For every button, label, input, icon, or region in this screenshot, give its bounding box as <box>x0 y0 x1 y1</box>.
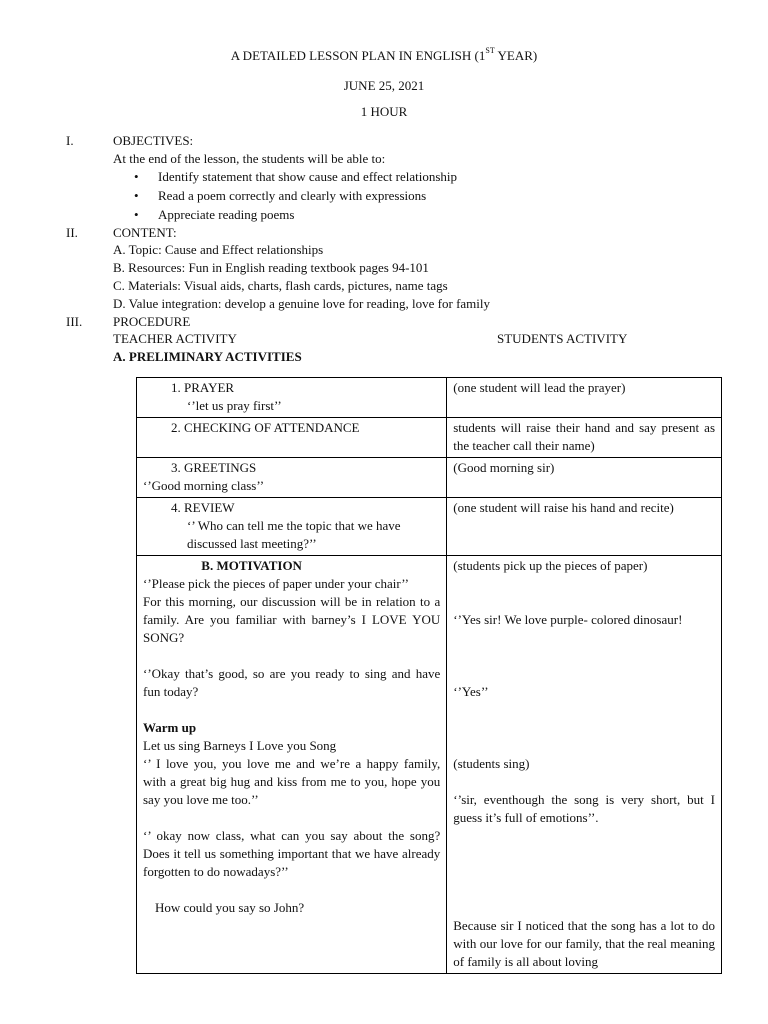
content-item: A. Topic: Cause and Effect relationships <box>113 242 324 257</box>
teacher-line: Let us sing Barneys I Love you Song <box>143 738 337 753</box>
bullet-icon: • <box>134 207 139 222</box>
student-response: ‘’sir, eventhough the song is very short, but I guess it’s full of emotions’’. <box>453 792 715 825</box>
bullet-icon: • <box>134 188 139 203</box>
song-lyrics: ‘’ I love you, you love me and we’re a happy family, with a great big hug and kiss from me to you, hope you say you love me too.’’ <box>143 756 441 807</box>
student-response: ‘’Yes sir! We love purple- colored dinosaur! <box>453 612 683 627</box>
table-row <box>137 498 722 556</box>
content-item: D. Value integration: develop a genuine love for reading, love for family <box>113 296 490 311</box>
student-response: (one student will lead the prayer) <box>453 380 626 395</box>
activity-line: ‘’ Who can tell me the topic that we have discussed last meeting?’’ <box>187 518 401 551</box>
activity-label: 3. GREETINGS <box>171 460 257 475</box>
table-row <box>137 378 722 418</box>
teacher-cell <box>137 498 447 556</box>
student-response: (one student will raise his hand and recite) <box>453 500 674 515</box>
objective-item: Identify statement that show cause and effect relationship <box>158 169 458 184</box>
student-cell <box>447 556 722 974</box>
table-row <box>137 418 722 458</box>
objective-item: Read a poem correctly and clearly with expressions <box>158 188 427 203</box>
teacher-line: ‘’ okay now class, what can you say about the song? Does it tell us something important that we have already forgotten to do nowadays?’’ <box>143 828 441 879</box>
student-cell <box>447 498 722 556</box>
teacher-line: How could you say so John? <box>155 900 305 915</box>
teacher-line: For this morning, our discussion will be in relation to a family. Are you familiar with barney’s I LOVE YOU SONG? <box>143 594 441 645</box>
document-date: JUNE 25, 2021 <box>343 78 425 93</box>
student-response: Because sir I noticed that the song has a lot to do with our love for our family, that the real meaning of family is all about loving <box>453 918 715 969</box>
activity-label: 4. REVIEW <box>171 500 235 515</box>
teacher-cell <box>137 458 447 498</box>
student-response: ‘’Yes’’ <box>453 684 489 699</box>
student-cell <box>447 378 722 418</box>
teacher-cell <box>137 378 447 418</box>
section-heading-objectives: OBJECTIVES: <box>113 133 194 148</box>
student-cell <box>447 458 722 498</box>
teacher-activity-heading: TEACHER ACTIVITY <box>113 331 237 346</box>
section-numeral-objectives: I. <box>66 133 74 148</box>
document-duration: 1 HOUR <box>360 104 408 119</box>
document-title: A DETAILED LESSON PLAN IN ENGLISH (1ST YEAR) <box>230 46 538 63</box>
teacher-line: ‘’Okay that’s good, so are you ready to sing and have fun today? <box>143 666 441 699</box>
teacher-line: ‘’Please pick the pieces of paper under your chair’’ <box>143 576 409 591</box>
student-cell <box>447 418 722 458</box>
warm-up-heading: Warm up <box>143 720 197 735</box>
content-item: B. Resources: Fun in English reading textbook pages 94-101 <box>113 260 429 275</box>
activity-label: 2. CHECKING OF ATTENDANCE <box>171 420 360 435</box>
section-numeral-procedure: III. <box>66 314 83 329</box>
student-response: (students sing) <box>453 756 530 771</box>
section-heading-procedure: PROCEDURE <box>113 314 191 329</box>
section-heading-content: CONTENT: <box>113 225 177 240</box>
activity-line: ‘’Good morning class’’ <box>143 478 265 493</box>
preliminary-activities-heading: A. PRELIMINARY ACTIVITIES <box>113 349 302 364</box>
bullet-icon: • <box>134 169 139 184</box>
table-row <box>137 556 722 974</box>
activity-label: 1. PRAYER <box>171 380 235 395</box>
teacher-cell <box>137 556 447 974</box>
student-response: (Good morning sir) <box>453 460 555 475</box>
students-activity-heading: STUDENTS ACTIVITY <box>497 331 628 346</box>
section-numeral-content: II. <box>66 225 78 240</box>
table-row <box>137 458 722 498</box>
teacher-cell <box>137 418 447 458</box>
student-response: students will raise their hand and say present as the teacher call their name) <box>453 420 715 453</box>
motivation-heading: B. MOTIVATION <box>201 558 302 573</box>
activities-table <box>136 377 722 974</box>
objectives-intro: At the end of the lesson, the students will be able to: <box>113 151 386 166</box>
activity-line: ‘’let us pray first’’ <box>187 398 282 413</box>
student-response: (students pick up the pieces of paper) <box>453 558 648 573</box>
objective-item: Appreciate reading poems <box>158 207 295 222</box>
content-item: C. Materials: Visual aids, charts, flash cards, pictures, name tags <box>113 278 448 293</box>
